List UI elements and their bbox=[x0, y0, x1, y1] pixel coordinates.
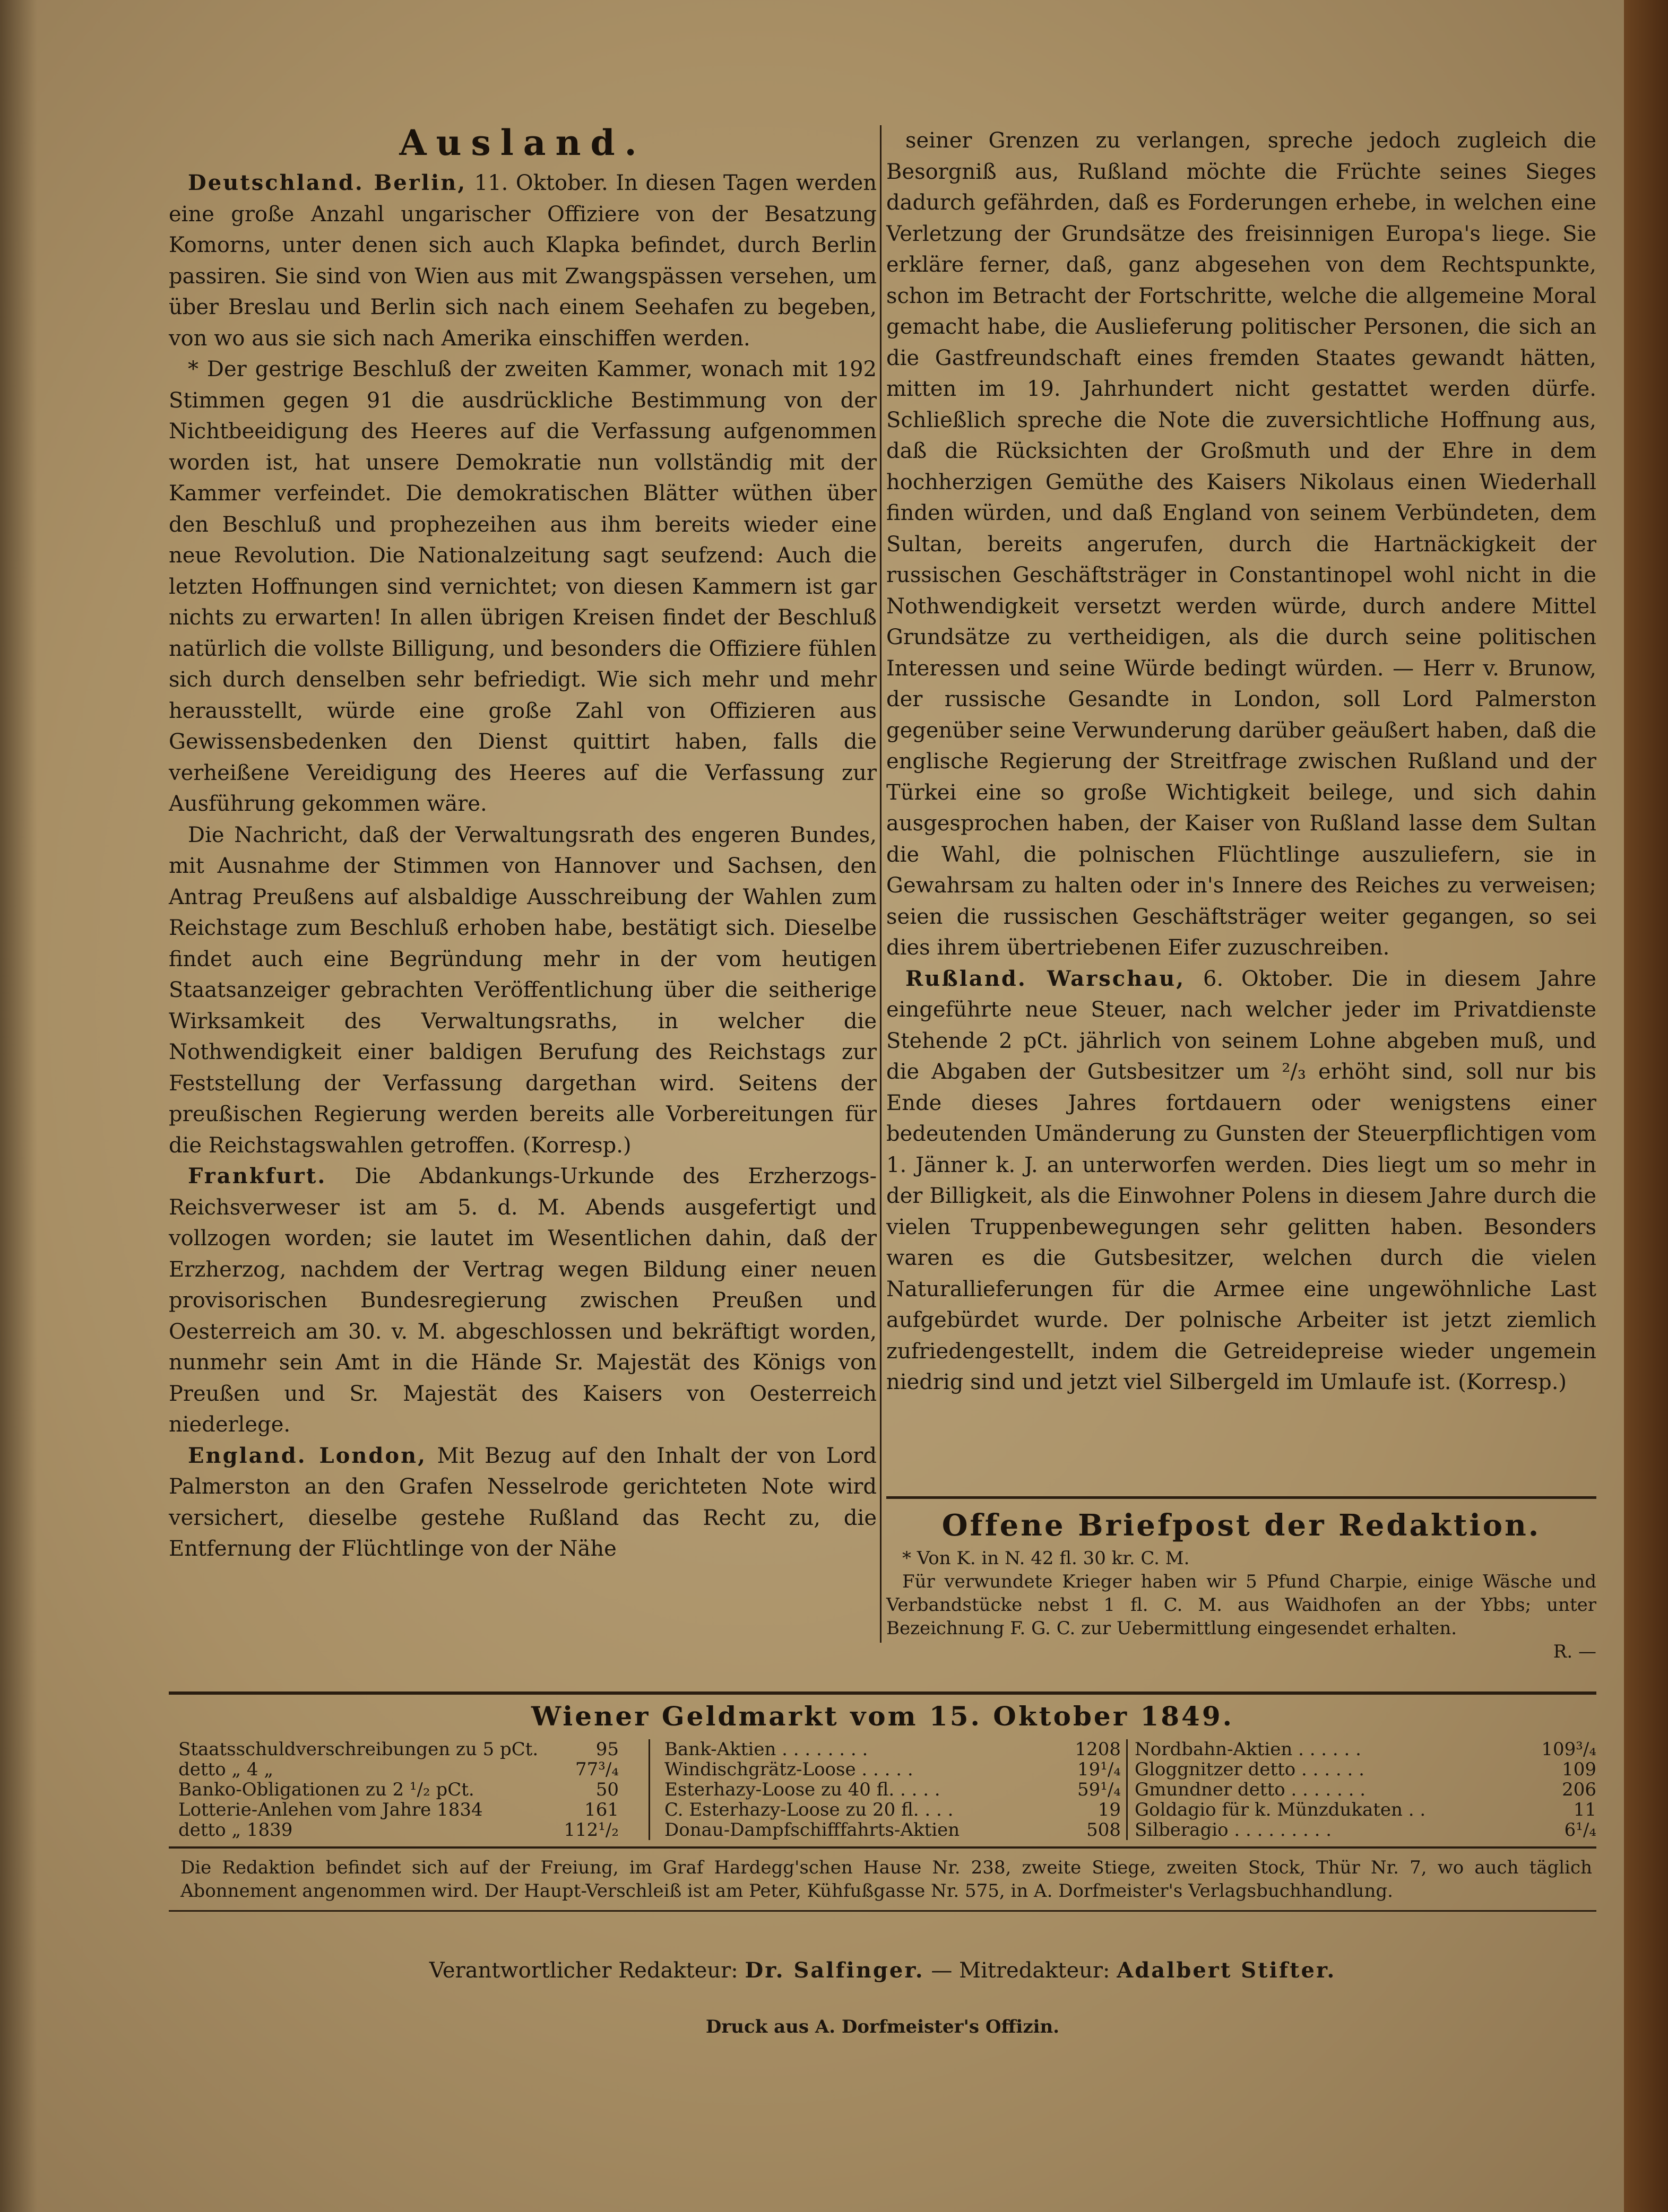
market-label: detto „ 1839 bbox=[178, 1819, 293, 1841]
market-value: 50 bbox=[595, 1779, 619, 1800]
place-heading: Rußland. Warschau, bbox=[905, 966, 1186, 991]
market-label: Lotterie-Anlehen vom Jahre 1834 bbox=[178, 1799, 483, 1820]
market-value: 1208 bbox=[1075, 1739, 1121, 1760]
market-label: Gloggnitzer detto . . . . . . bbox=[1135, 1759, 1364, 1780]
market-row bbox=[664, 1820, 1121, 1840]
binding-edge bbox=[1624, 0, 1668, 2212]
market-value: 19 bbox=[1097, 1799, 1121, 1820]
market-value: 11 bbox=[1573, 1799, 1596, 1820]
section-heading: Ausland. bbox=[399, 122, 646, 163]
briefpost-section bbox=[886, 1496, 1596, 1663]
market-column-1 bbox=[178, 1739, 619, 1840]
market-label: C. Esterhazy-Loose zu 20 fl. . . . bbox=[664, 1799, 954, 1820]
article-paragraph bbox=[169, 168, 877, 354]
market-value: 109³/₄ bbox=[1541, 1739, 1596, 1760]
market-row bbox=[1135, 1820, 1596, 1840]
co-editor-label: Mitredakteur: bbox=[959, 1958, 1110, 1983]
market-value: 19¹/₄ bbox=[1077, 1759, 1121, 1780]
paragraph-text: seiner Grenzen zu verlangen, spreche jedoch zugleich die Besorgniß aus, Rußland möchte die Früchte seines Sieges dadurch gefährden, daß es Forderungen erhebe, in welchen eine Verletzung der Grundsätze des freisinnigen Europa's liege. Sie erkläre ferner, daß, ganz abgesehen von dem Rechtspunkte, schon im Betracht der Fortschritte, welche die allgemeine Moral gemacht habe, die Auslieferung politischer Personen, die sich an die Gastfreundschaft eines fremden Staates gewandt hätten, mitten im 19. Jahrhundert nicht gestattet werden dürfe. Schließlich spreche die Note die zuversichtliche Hoffnung aus, daß die Rücksichten der Großmuth und der Ehre in dem hochherzigen Gemüthe des Kaisers Nikolaus einen Wiederhall finden würden, und daß England von seinem Verbündeten, dem Sultan, bereits angerufen, durch die Hartnäckigkeit der russischen Geschäftsträger in Constantinopel wohl nicht in die Nothwendigkeit versetzt werden würde, durch andere Mittel Grundsätze zu vertheidigen, als die durch seine politischen Interessen und seine Würde bedingt würden. — Herr v. Brunow, der russische Gesandte in London, soll Lord Palmerston gegenüber seine Verwunderung darüber geäußert haben, daß die englische Regierung der Streitfrage zwischen Rußland und der Türkei eine so große Wichtigkeit beilege, und sich dahin ausgesprochen haben, der Kaiser von Rußland lasse dem Sultan die Wahl, die polnischen Flüchtlinge auszuliefern, sie in Gewahrsam zu halten oder in's Innere des Reiches zu verweisen; seien die russischen Geschäftsträger weiter gegangen, so sei dies ihrem übertriebenen Eifer zuzuschreiben. bbox=[886, 128, 1596, 960]
market-row bbox=[664, 1800, 1121, 1820]
paragraph-text: Die Nachricht, daß der Verwaltungsrath des engeren Bundes, mit Ausnahme der Stimmen von Hannover und Sachsen, den Antrag Preußens auf alsbaldige Ausschreibung der Wahlen zum Reichstage zum Beschluß erhoben habe, bestätigt sich. Dieselbe findet auch eine Begründung mehr in der vom heutigen Staatsanzeiger gebrachten Veröffentlichung über die seitherige Wirksamkeit des Verwaltungsraths, in welcher die Nothwendigkeit einer baldigen Berufung des Reichstags zur Feststellung der Verfassung dargethan wird. Seitens der preußischen Regierung werden bereits alle Vorbereitungen für die Reichstagswahlen getroffen. (Korresp.) bbox=[169, 822, 877, 1158]
left-column bbox=[169, 168, 877, 1565]
briefpost-title: Offene Briefpost der Redaktion. bbox=[941, 1508, 1541, 1543]
market-value: 77³/₄ bbox=[575, 1759, 619, 1780]
article-paragraph bbox=[169, 1161, 877, 1441]
market-divider bbox=[1126, 1739, 1128, 1840]
market-row bbox=[664, 1739, 1121, 1759]
paragraph-text: 6. Oktober. Die in diesem Jahre eingeführte neue Steuer, nach welcher jeder im Privatdienste Stehende 2 pCt. jährlich von seinem Lohne abgeben muß, und die Abgaben der Gutsbesitzer um ²/₃ erhöht sind, soll nur bis Ende dieses Jahres fortdauern oder wenigstens einer bedeutenden Umänderung zu Gunsten der Steuerpflichtigen vom 1. Jänner k. J. an unterworfen werden. Dies liegt um so mehr in der Billigkeit, als die Einwohner Polens in diesem Jahre durch die vielen Truppenbewegungen sehr gelitten haben. Besonders waren es die Gutsbesitzer, welchen durch die vielen Naturallieferungen für die Armee eine ungewöhnliche Last aufgebürdet wurde. Der polnische Arbeiter ist jetzt ziemlich zufriedengestellt, indem die Getreidepreise wieder ungemein niedrig sind und jetzt viel Silbergeld im Umlaufe ist. (Korresp.) bbox=[886, 966, 1596, 1394]
market-row bbox=[1135, 1800, 1596, 1820]
market-value: 112¹/₂ bbox=[564, 1819, 619, 1841]
market-row bbox=[178, 1780, 619, 1800]
market-column-2 bbox=[664, 1739, 1121, 1840]
place-heading: England. London, bbox=[188, 1443, 427, 1468]
market-label: Bank-Aktien . . . . . . . . bbox=[664, 1739, 868, 1760]
market-label: Banko-Obligationen zu 2 ¹/₂ pCt. bbox=[178, 1779, 474, 1800]
market-label: Esterhazy-Loose zu 40 fl. . . . . bbox=[664, 1779, 940, 1800]
market-row bbox=[1135, 1780, 1596, 1800]
market-value: 95 bbox=[595, 1739, 619, 1760]
market-divider bbox=[649, 1739, 650, 1840]
briefpost-signature: R. — bbox=[1553, 1641, 1596, 1662]
market-label: Donau-Dampfschifffahrts-Aktien bbox=[664, 1819, 960, 1841]
right-column bbox=[886, 125, 1596, 1398]
market-row bbox=[178, 1759, 619, 1780]
market-row bbox=[1135, 1759, 1596, 1780]
article-paragraph bbox=[169, 354, 877, 820]
market-label: detto „ 4 „ bbox=[178, 1759, 273, 1780]
editor-name: Dr. Salfinger. bbox=[745, 1958, 924, 1983]
market-label: Nordbahn-Aktien . . . . . . bbox=[1135, 1739, 1361, 1760]
market-label: Windischgrätz-Loose . . . . . bbox=[664, 1759, 913, 1780]
market-value: 508 bbox=[1086, 1819, 1121, 1841]
editors-line bbox=[169, 1958, 1596, 1983]
briefpost-line: Für verwundete Krieger haben wir 5 Pfund Charpie, einige Wäsche und Verbandstücke nebst 1 fl. C. M. aus Waidhofen an der Ybbs; unter Bezeichnung F. G. C. zur Uebermittlung eingesendet erhalten. bbox=[886, 1571, 1596, 1639]
market-row bbox=[664, 1759, 1121, 1780]
paragraph-text: 11. Oktober. In diesen Tagen werden eine große Anzahl ungarischer Offiziere von der Besatzung Komorns, unter denen sich auch Klapka befindet, durch Berlin passiren. Sie sind von Wien aus mit Zwangspässen versehen, um über Breslau und Berlin sich nach einem Seehafen zu begeben, von wo aus sie sich nach Amerika einschiffen werden. bbox=[169, 171, 877, 351]
briefpost-rule bbox=[886, 1496, 1596, 1499]
market-row bbox=[178, 1739, 619, 1759]
market-row bbox=[178, 1800, 619, 1820]
article-paragraph bbox=[886, 125, 1596, 964]
office-note: Die Redaktion befindet sich auf der Freiung, im Graf Hardegg'schen Hause Nr. 238, zweite Stiege, zweiten Stock, Thür Nr. 7, wo auch täglich Abonnement angenommen wird. Der Haupt-Verschleiß ist am Peter, Kühfußgasse Nr. 575, in A. Dorfmeister's Verlagsbuchhandlung. bbox=[180, 1857, 1592, 1902]
paragraph-text: * Der gestrige Beschluß der zweiten Kammer, wonach mit 192 Stimmen gegen 91 die ausdrückliche Bestimmung von der Nichtbeeidigung des Heeres auf die Verfassung aufgenommen worden ist, hat unsere Demokratie nun vollständig mit der Kammer verfeindet. Die demokratischen Blätter wüthen über den Beschluß und prophezeihen aus ihm bereits wieder eine neue Revolution. Die Nationalzeitung sagt seufzend: Auch die letzten Hoffnungen sind vernichtet; von diesen Kammern ist gar nichts zu erwarten! In allen übrigen Kreisen findet der Beschluß natürlich die vollste Billigung, und besonders die Offiziere fühlen sich durch denselben sehr befriedigt. Wie sich mehr und mehr herausstellt, würde eine große Zahl von Offizieren aus Gewissensbedenken den Dienst quittirt haben, falls die verheißene Vereidigung des Heeres auf die Verfassung zur Ausführung gekommen wäre. bbox=[169, 357, 877, 816]
market-label: Goldagio für k. Münzdukaten . . bbox=[1135, 1799, 1426, 1820]
market-column-3 bbox=[1135, 1739, 1596, 1840]
briefpost-line: * Von K. in N. 42 fl. 30 kr. C. M. bbox=[902, 1548, 1190, 1569]
market-row bbox=[178, 1820, 619, 1840]
market-value: 161 bbox=[584, 1799, 619, 1820]
market-value: 6¹/₄ bbox=[1564, 1819, 1596, 1841]
editor-label: Verantwortlicher Redakteur: bbox=[429, 1958, 738, 1983]
market-value: 109 bbox=[1562, 1759, 1596, 1780]
market-label: Gmundner detto . . . . . . . bbox=[1135, 1779, 1366, 1800]
editor-separator: — bbox=[931, 1958, 953, 1983]
printer-line: Druck aus A. Dorfmeister's Offizin. bbox=[705, 2016, 1060, 2037]
market-row bbox=[664, 1780, 1121, 1800]
paragraph-text: Die Abdankungs-Urkunde des Erzherzogs-Reichsverweser ist am 5. d. M. Abends ausgefertigt und vollzogen worden; sie lautet im Wesentlichen dahin, daß der Erzherzog, nachdem der Vertrag wegen Bildung einer neuen provisorischen Bundesregierung zwischen Preußen und Oesterreich am 30. v. M. abgeschlossen und bekräftigt worden, nunmehr sein Amt in die Hände Sr. Majestät des Königs von Preußen und Sr. Majestät des Kaisers von Oesterreich niederlege. bbox=[169, 1164, 877, 1437]
page-shadow bbox=[0, 0, 37, 2212]
horizontal-rule bbox=[169, 1691, 1596, 1695]
market-label: Silberagio . . . . . . . . . bbox=[1135, 1819, 1332, 1841]
market-row bbox=[1135, 1739, 1596, 1759]
market-label: Staatsschuldverschreibungen zu 5 pCt. bbox=[178, 1739, 539, 1760]
article-paragraph bbox=[169, 820, 877, 1161]
article-paragraph bbox=[886, 964, 1596, 1398]
co-editor-name: Adalbert Stifter. bbox=[1117, 1958, 1336, 1983]
article-paragraph bbox=[169, 1441, 877, 1565]
place-heading: Deutschland. Berlin, bbox=[188, 170, 467, 195]
market-value: 206 bbox=[1562, 1779, 1596, 1800]
place-heading: Frankfurt. bbox=[188, 1164, 327, 1189]
market-title: Wiener Geldmarkt vom 15. Oktober 1849. bbox=[531, 1701, 1234, 1732]
horizontal-rule bbox=[169, 1910, 1596, 1912]
column-divider bbox=[880, 125, 881, 1643]
market-value: 59¹/₄ bbox=[1077, 1779, 1121, 1800]
horizontal-rule bbox=[169, 1846, 1596, 1849]
paragraph-text: Mit Bezug auf den Inhalt der von Lord Palmerston an den Grafen Nesselrode gerichteten Note wird versichert, dieselbe gestehe Rußland das Recht zu, die Entfernung der Flüchtlinge von der Nähe bbox=[169, 1443, 877, 1561]
